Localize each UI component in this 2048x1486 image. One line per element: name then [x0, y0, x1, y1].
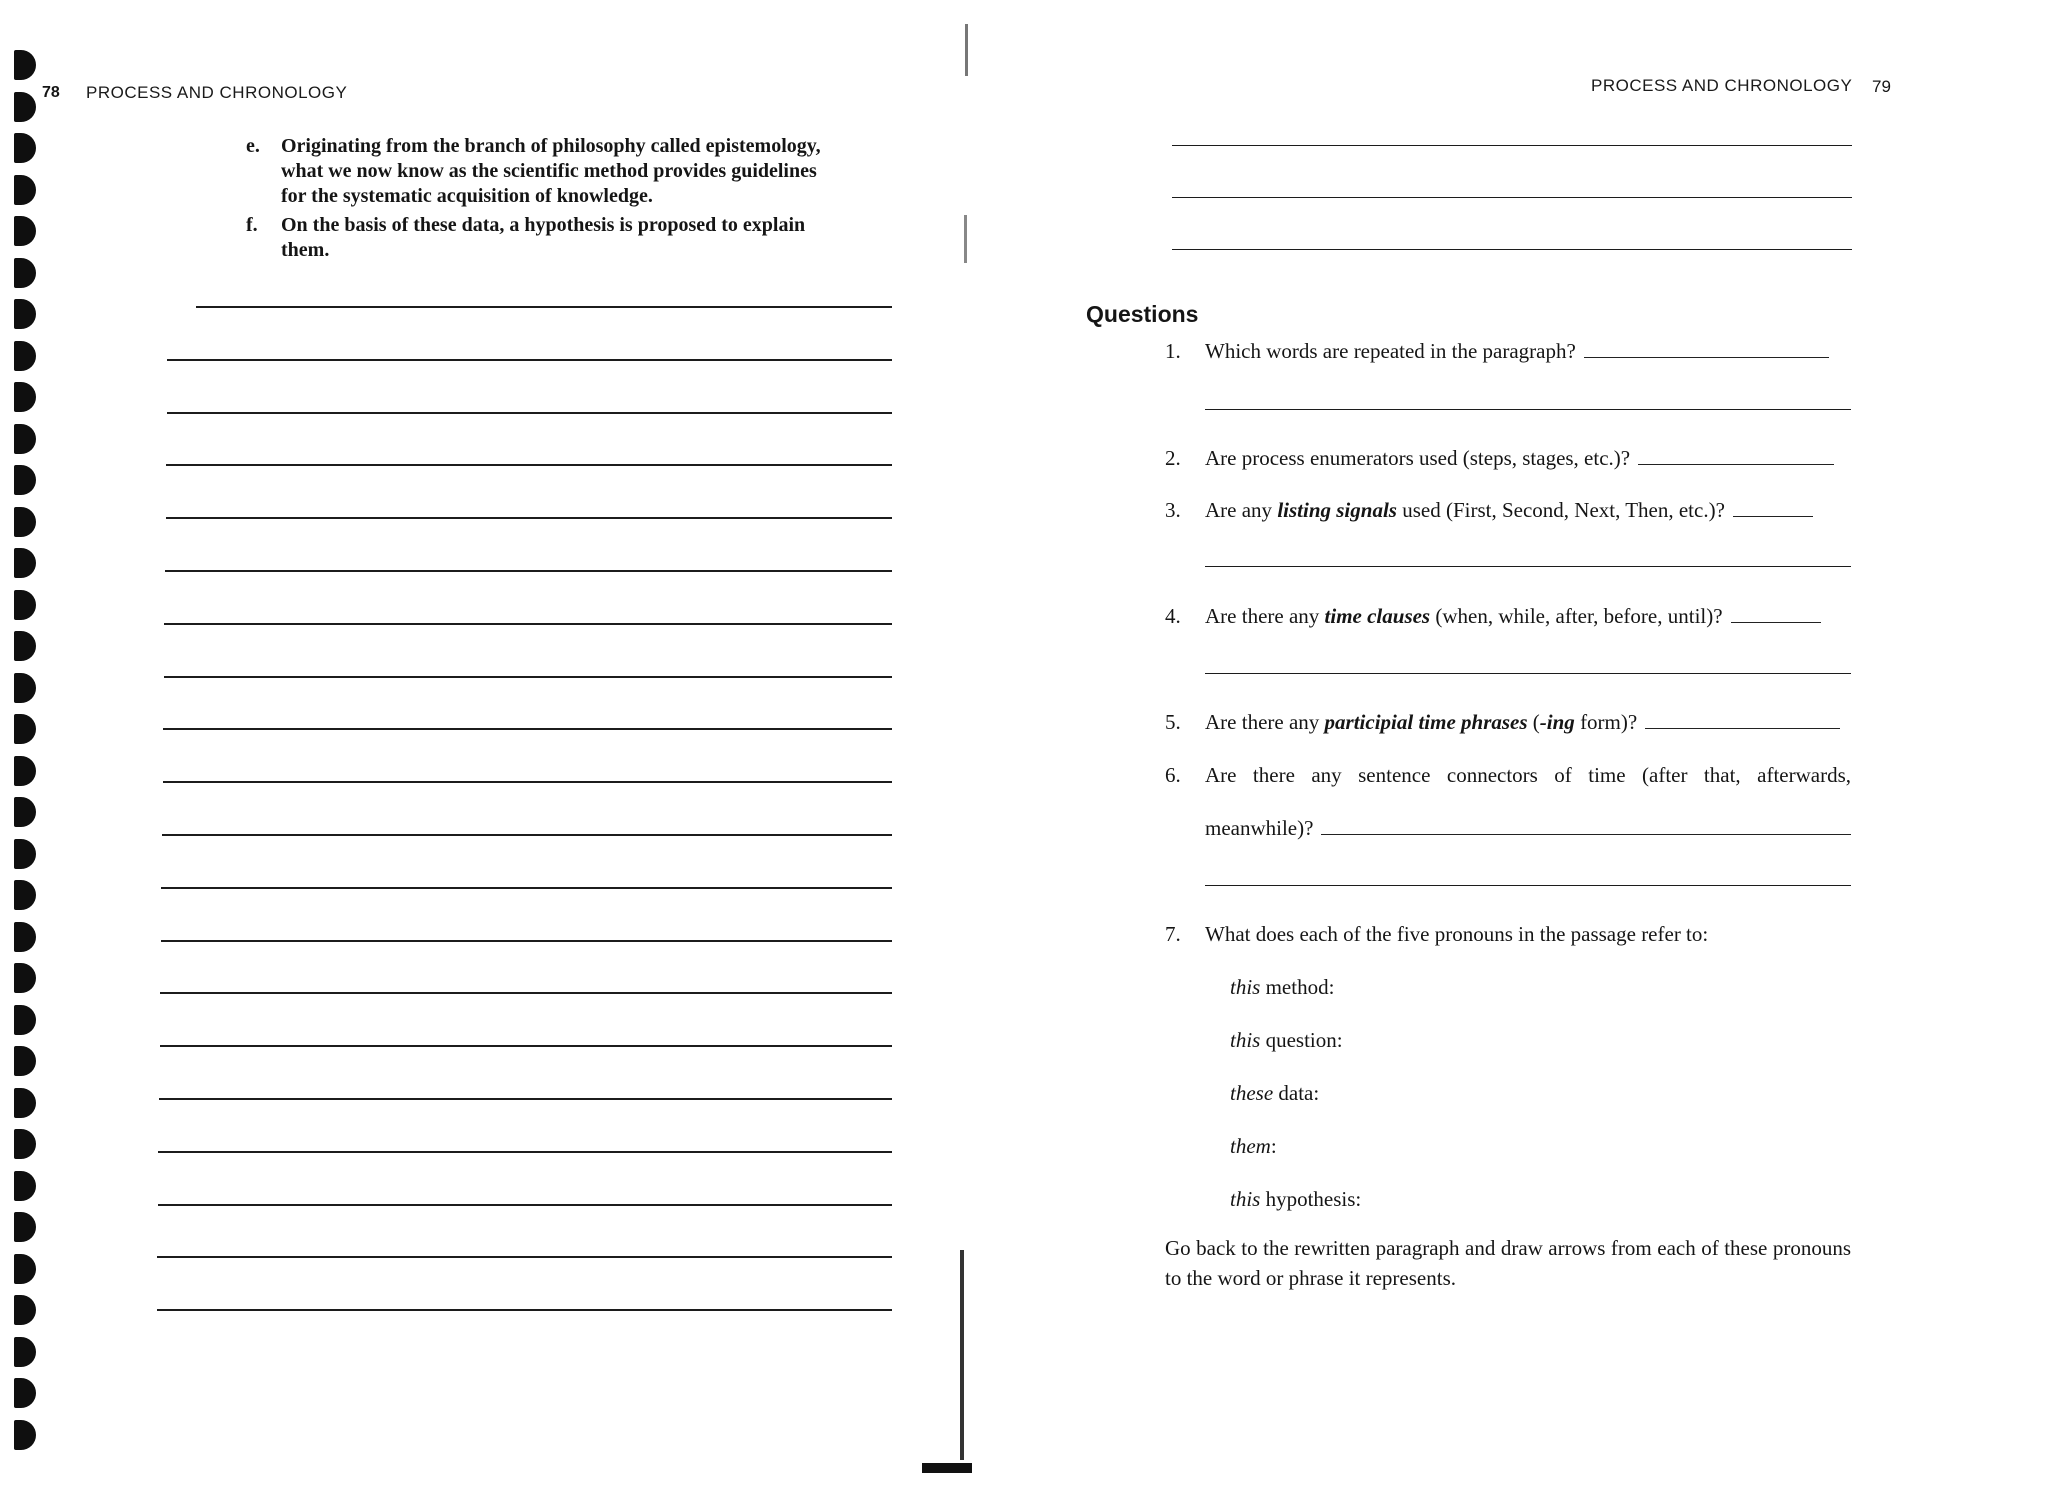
answer-line[interactable]: [1645, 727, 1840, 729]
writing-line[interactable]: [157, 1256, 892, 1258]
emphasized-term: time clauses: [1324, 604, 1431, 628]
binding-hole: [14, 880, 36, 910]
binding-hole: [14, 50, 36, 80]
answer-line[interactable]: [1205, 566, 1851, 567]
answer-line[interactable]: [1205, 673, 1851, 674]
item-text: On the basis of these data, a hypothesis is proposed to explain them.: [281, 214, 806, 261]
answer-line[interactable]: [1733, 515, 1813, 517]
item-marker: e.: [246, 135, 260, 157]
writing-line[interactable]: [158, 1204, 892, 1206]
pronoun: these: [1230, 1081, 1274, 1105]
pronoun: this: [1230, 1028, 1261, 1052]
left-page: [0, 0, 960, 1486]
binding-hole: [14, 1378, 36, 1408]
pronoun-label: method:: [1260, 975, 1335, 999]
question-text: What does each of the five pronouns in the passage refer to:: [1205, 922, 1709, 946]
binding-hole: [14, 1088, 36, 1118]
writing-line[interactable]: [163, 728, 892, 730]
question-text: (: [1527, 710, 1540, 734]
right-running-head: PROCESS AND CHRONOLOGY: [1591, 76, 1853, 95]
binding-hole: [14, 341, 36, 371]
writing-line[interactable]: [164, 623, 892, 625]
binding-hole: [14, 133, 36, 163]
question-text: Are there any sentence connectors of time (after that, afterwards,: [1205, 763, 1851, 787]
pronoun-prompt-them: [1230, 1133, 1277, 1159]
binding-hole: [14, 548, 36, 578]
binding-hole: [14, 714, 36, 744]
writing-line[interactable]: [161, 940, 892, 942]
instructions-paragraph: Go back to the rewritten paragraph and draw arrows from each of these pronouns to the word or phrase it represents.: [1165, 1236, 1851, 1290]
emphasized-term: -ing: [1539, 710, 1575, 734]
answer-line[interactable]: [1205, 409, 1851, 410]
question-text: Are any: [1205, 498, 1278, 522]
binding-hole: [14, 175, 36, 205]
exercise-item-f: [246, 213, 846, 265]
answer-line[interactable]: [1321, 833, 1851, 835]
pronoun-label: question:: [1260, 1028, 1343, 1052]
pronoun-prompt-this-hypothesis: [1230, 1186, 1361, 1212]
pronoun-prompt-this-method: [1230, 974, 1334, 1000]
binding-hole: [14, 590, 36, 620]
question-number: 2.: [1165, 446, 1181, 470]
writing-line[interactable]: [159, 1098, 892, 1100]
binding-hole: [14, 299, 36, 329]
writing-line[interactable]: [163, 781, 892, 783]
questions-heading: Questions: [1086, 301, 1199, 327]
binding-hole: [14, 1171, 36, 1201]
spiral-binding: [14, 50, 44, 1460]
writing-line[interactable]: [164, 676, 892, 678]
pronoun: them: [1230, 1134, 1271, 1158]
question-text: Which words are repeated in the paragraph?: [1205, 339, 1576, 363]
question-text: Are there any: [1205, 710, 1325, 734]
binding-hole: [14, 465, 36, 495]
question-text: Are process enumerators used (steps, stages, etc.)?: [1205, 446, 1631, 470]
question-number: 5.: [1165, 710, 1181, 734]
right-page: [960, 0, 2048, 1486]
binding-hole: [14, 1295, 36, 1325]
item-text: Originating from the branch of philosophy called epistemology, what we now know as the scientific method provides guidelines for the systematic acquisition of knowledge.: [281, 135, 821, 207]
writing-line[interactable]: [167, 359, 892, 361]
question-text: form)?: [1574, 710, 1638, 734]
binding-hole: [14, 1005, 36, 1035]
writing-line[interactable]: [166, 517, 892, 519]
question-number: 4.: [1165, 604, 1181, 628]
answer-line[interactable]: [1584, 356, 1829, 358]
binding-hole: [14, 756, 36, 786]
binding-hole: [14, 92, 36, 122]
pronoun-prompt-this-question: [1230, 1027, 1343, 1053]
binding-hole: [14, 631, 36, 661]
emphasized-term: listing signals: [1277, 498, 1397, 522]
binding-hole: [14, 963, 36, 993]
binding-hole: [14, 1129, 36, 1159]
question-text: used (First, Second, Next, Then, etc.)?: [1396, 498, 1725, 522]
binding-hole: [14, 839, 36, 869]
left-page-number: 78: [42, 84, 60, 101]
writing-line[interactable]: [166, 464, 892, 466]
question-number: 6.: [1165, 763, 1181, 787]
pronoun-label: :: [1270, 1134, 1277, 1158]
writing-line[interactable]: [158, 1151, 892, 1153]
question-text: (when, while, after, before, until)?: [1430, 604, 1723, 628]
writing-line[interactable]: [162, 834, 892, 836]
answer-line[interactable]: [1731, 621, 1821, 623]
left-running-head: PROCESS AND CHRONOLOGY: [86, 83, 348, 102]
emphasized-term: participial time phrases: [1324, 710, 1528, 734]
question-text: meanwhile)?: [1205, 816, 1314, 840]
binding-hole: [14, 1046, 36, 1076]
question-number: 1.: [1165, 339, 1181, 363]
binding-hole: [14, 424, 36, 454]
pronoun-label: hypothesis:: [1260, 1187, 1362, 1211]
question-text: Are there any: [1205, 604, 1325, 628]
right-page-number: 79: [1872, 77, 1891, 96]
exercise-item-e: [246, 134, 846, 212]
binding-hole: [14, 922, 36, 952]
writing-line[interactable]: [1172, 145, 1852, 146]
writing-line[interactable]: [161, 887, 892, 889]
pronoun-prompt-these-data: [1230, 1080, 1319, 1106]
pronoun: this: [1230, 975, 1261, 999]
question-number: 7.: [1165, 922, 1181, 946]
question-number: 3.: [1165, 498, 1181, 522]
binding-hole: [14, 1212, 36, 1242]
item-marker: f.: [246, 214, 258, 236]
binding-hole: [14, 673, 36, 703]
writing-line[interactable]: [1172, 249, 1852, 250]
writing-line[interactable]: [160, 1045, 892, 1047]
binding-hole: [14, 216, 36, 246]
writing-line[interactable]: [165, 570, 892, 572]
writing-line[interactable]: [1172, 197, 1852, 198]
writing-line[interactable]: [157, 1309, 892, 1311]
answer-line[interactable]: [1638, 463, 1834, 465]
binding-hole: [14, 797, 36, 827]
binding-hole: [14, 258, 36, 288]
pronoun: this: [1230, 1187, 1261, 1211]
binding-hole: [14, 382, 36, 412]
writing-line[interactable]: [160, 992, 892, 994]
writing-line[interactable]: [196, 306, 892, 308]
question-6-continuation: [1205, 815, 1851, 841]
binding-hole: [14, 507, 36, 537]
answer-line[interactable]: [1205, 885, 1851, 886]
writing-line[interactable]: [167, 412, 892, 414]
pronoun-label: data:: [1273, 1081, 1320, 1105]
binding-hole: [14, 1254, 36, 1284]
binding-hole: [14, 1337, 36, 1367]
binding-hole: [14, 1420, 36, 1450]
